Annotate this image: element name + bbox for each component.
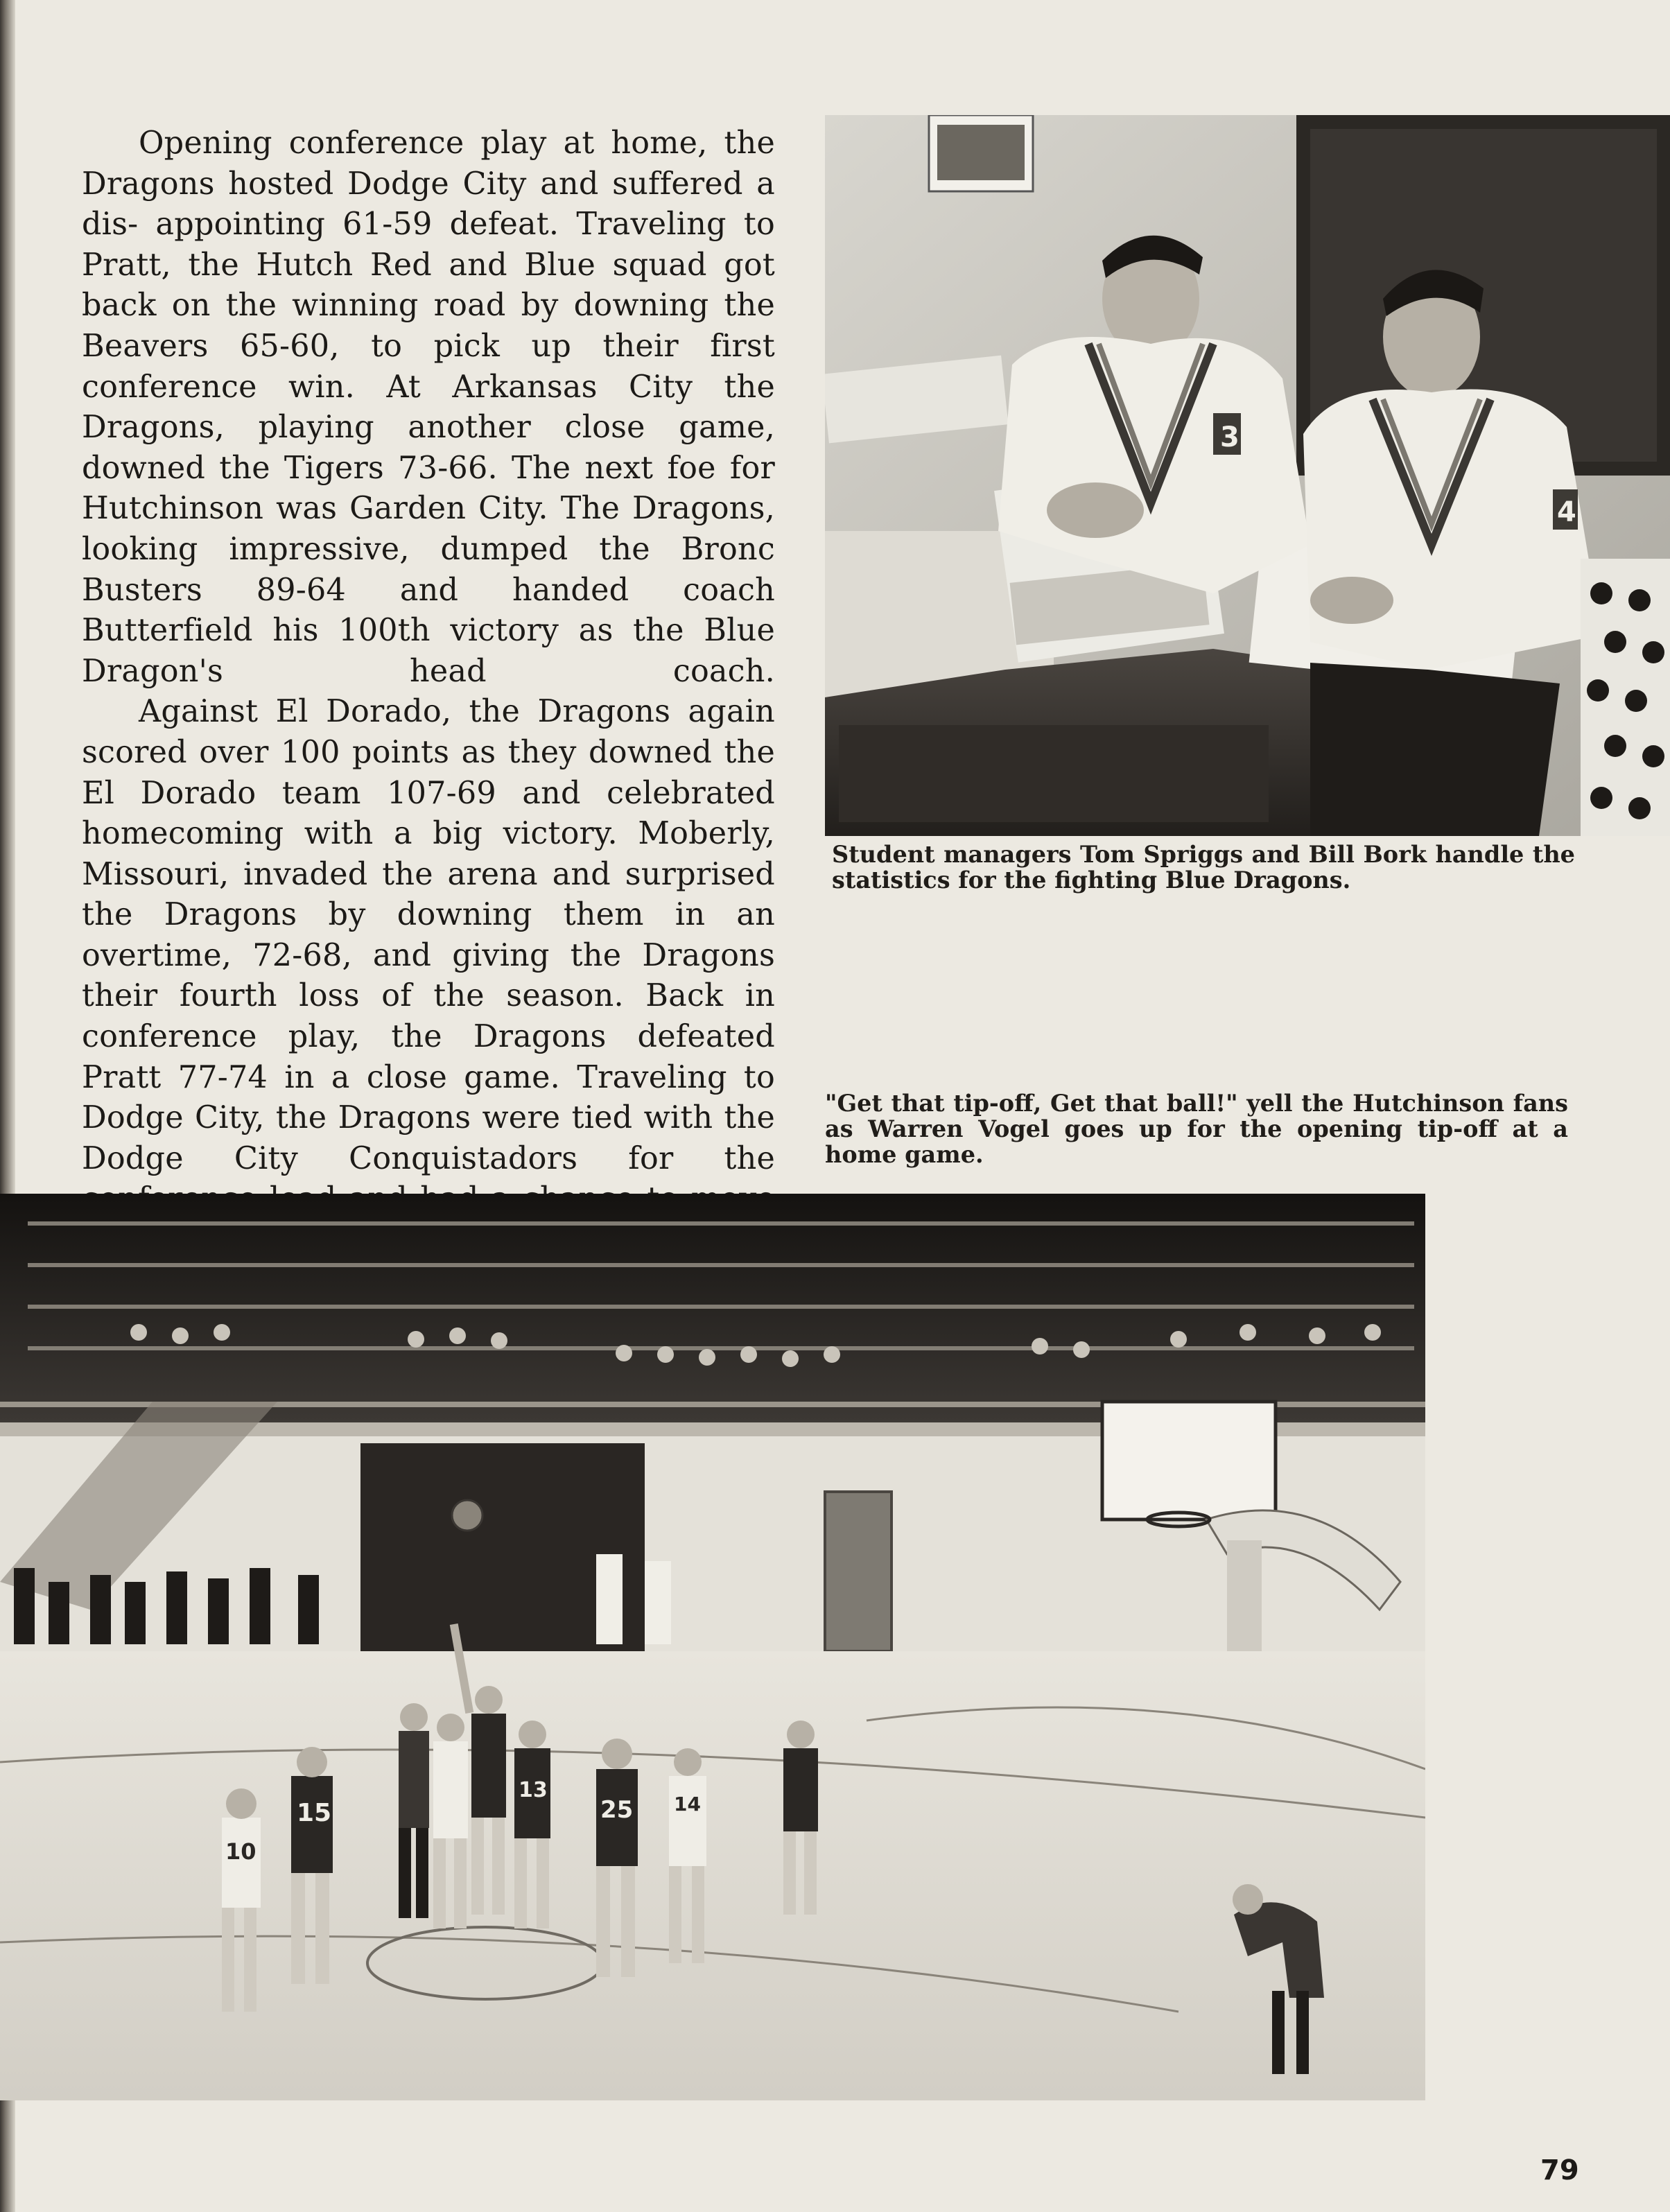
- student-managers-illustration: [825, 115, 1670, 836]
- managers-photo-caption: Student managers Tom Spriggs and Bill Bork handle the statistics for the fighting Blue Dragons.: [832, 841, 1575, 894]
- left-manager-sleeve-number: 3: [1220, 421, 1240, 453]
- article-paragraph-1: Opening conference play at home, the Dragons hosted Dodge City and suffered a dis- appointing 61-59 defeat. Traveling to Pratt, the Hutch Red and Blue squad got back on the winning road by downing the Beavers 65-60, to pick up their first conference win. At Arkansas City the Dragons, playing another close game, downed the Tigers 73-66. The next foe for Hutchinson was Garden City. The Dragons, looking impressive, dumped the Bronc Busters 89-64 and handed coach Butterfield his 100th victory as the Blue Dragon's head coach.: [82, 125, 775, 689]
- article-body: [82, 123, 775, 1342]
- tip-off-game-illustration: [0, 1194, 1425, 2100]
- player-jersey-number: 25: [600, 1796, 634, 1824]
- game-photo-caption: "Get that tip-off, Get that ball!" yell the Hutchinson fans as Warren Vogel goes up for the opening tip-off at a home game.: [825, 1090, 1568, 1168]
- tip-off-game-photo: [0, 1194, 1425, 2100]
- page-number: 79: [1540, 2154, 1579, 2186]
- player-jersey-number: 14: [674, 1793, 701, 1815]
- player-jersey-number: 13: [519, 1778, 548, 1802]
- player-jersey-number: 10: [225, 1838, 256, 1865]
- article-paragraph-2: Against El Dorado, the Dragons again scored over 100 points as they downed the El Dorado team 107-69 and celebrated homecoming with a big victory. Moberly, Missouri, invaded the arena and surprised the Dragons by downing them in an overtime, 72-68, and giving the Dragons their fourth loss of the season. Back in conference play, the Dragons defeated Pratt 77-74 in a close game. Traveling to Dodge City, the Dragons were tied with the Dodge City Conquistadors for the: [82, 694, 775, 1176]
- right-manager-sleeve-number: 4: [1557, 496, 1576, 528]
- student-managers-photo: [825, 115, 1670, 836]
- player-jersey-number: 15: [297, 1799, 332, 1827]
